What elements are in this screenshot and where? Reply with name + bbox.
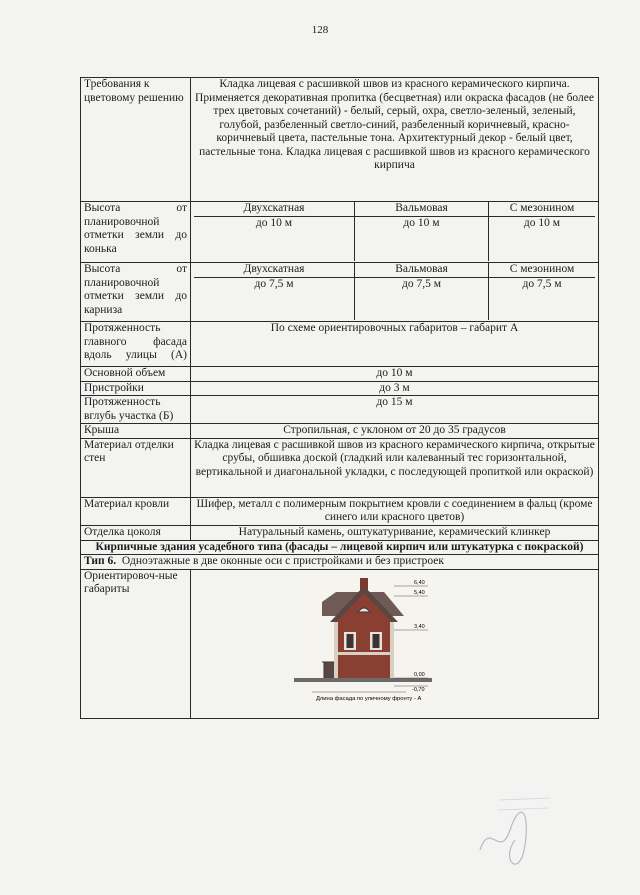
section-heading: Кирпичные здания усадебного типа (фасады – лицевой кирпич или штукатурка с покраской) [81, 540, 599, 555]
height-value: до 7,5 м [354, 278, 488, 320]
level-label: -0,70 [412, 686, 425, 693]
table-row [81, 424, 599, 439]
signature-stamp [470, 790, 560, 870]
table-row [81, 497, 599, 525]
height-value: до 10 м [255, 216, 293, 229]
table-row [81, 263, 599, 322]
depth-label: Протяженность вглубь участка (Б) [81, 396, 191, 424]
height-ridge-cells [191, 202, 599, 263]
roof-type-header: С мезонином [488, 202, 595, 216]
table-row [81, 555, 599, 570]
level-label: 6,40 [414, 579, 425, 586]
house-facade-drawing [294, 574, 432, 708]
gabarits-label: Ориентировоч-ные габариты [81, 569, 191, 718]
facade-caption: Длина фасада по уличному фронту - А [316, 695, 422, 702]
table-row [81, 381, 599, 396]
main-volume-label: Основной объем [81, 367, 191, 382]
depth-value: до 15 м [191, 396, 599, 424]
level-label: 3,40 [414, 623, 425, 630]
type6-row [81, 555, 599, 570]
height-ridge-label: Высота от планировочной отметки земли до конька [81, 202, 191, 263]
main-volume-value: до 10 м [191, 367, 599, 382]
gabarits-cell [191, 569, 599, 718]
roofing-value: Шифер, металл с полимерным покрытием кровли с соединением в фальц (кроме синего или красного цветов) [191, 497, 599, 525]
height-value: до 7,5 м [488, 278, 595, 320]
roof-type-header: Вальмовая [354, 263, 488, 277]
height-value: до 10 м [488, 217, 595, 261]
height-value: до 7,5 м [254, 277, 294, 290]
table-row [81, 569, 599, 718]
type6-prefix: Тип 6. [84, 555, 117, 568]
roof-type-header: Двухскатная [243, 202, 305, 214]
type6-text: Одноэтажные в две оконные оси с пристройками и без пристроек [121, 555, 444, 568]
walls-label: Материал отделки стен [81, 438, 191, 497]
table-row [81, 78, 599, 202]
color-value: Кладка лицевая с расшивкой швов из красного керамического кирпича. Применяется декоративная пропитка (бесцветная) или окраска фасадов (не более трех цветовых сочетаний) - белый, серый, охра, светло-зеленый, зеленый, голубой, разбеленный светло-синий, разбеленный коричневый, красно- коричневый цвета, пастельные тона. Архитектурный декор - белый цвет, пастельные тона. Кладка лицевая с расшивкой швов из красного керамического кирпича [191, 78, 599, 202]
roof-type-header: С мезонином [488, 263, 595, 277]
plinth-value: Натуральный камень, оштукатуривание, керамический клинкер [191, 525, 599, 540]
table-row [81, 322, 599, 367]
walls-value: Кладка лицевая с расшивкой швов из красного керамического кирпича, открытые срубы, обшивка доской (гладкий или калеванный тес горизонтальной, вертикальной и диагональной укладки, с последующей пропиткой или окраской) [191, 438, 599, 497]
annexes-value: до 3 м [191, 381, 599, 396]
annexes-label: Пристройки [81, 381, 191, 396]
roof-type-header: Вальмовая [354, 202, 488, 216]
color-label: Требования к цветовому решению [81, 78, 191, 202]
facade-length-label: Протяженность главного фасада вдоль улицы (А) [81, 322, 191, 367]
page-number: 128 [311, 24, 329, 36]
table-row [81, 367, 599, 382]
level-label: 0,00 [414, 671, 425, 678]
facade-length-value: По схеме ориентировочных габаритов – габарит А [191, 322, 599, 367]
level-label: 5,40 [414, 589, 425, 596]
table-row [81, 525, 599, 540]
height-eave-label: Высота от планировочной отметки земли до карниза [81, 263, 191, 322]
table-row [81, 202, 599, 263]
roof-value: Стропильная, с уклоном от 20 до 35 градусов [191, 424, 599, 439]
roof-type-header: Двухскатная [243, 263, 305, 275]
height-value: до 10 м [354, 217, 488, 261]
table-row [81, 396, 599, 424]
roof-label: Крыша [81, 424, 191, 439]
table-row [81, 438, 599, 497]
table-row [81, 540, 599, 555]
requirements-table [80, 77, 599, 719]
height-eave-cells [191, 263, 599, 322]
plinth-label: Отделка цоколя [81, 525, 191, 540]
roofing-label: Материал кровли [81, 497, 191, 525]
